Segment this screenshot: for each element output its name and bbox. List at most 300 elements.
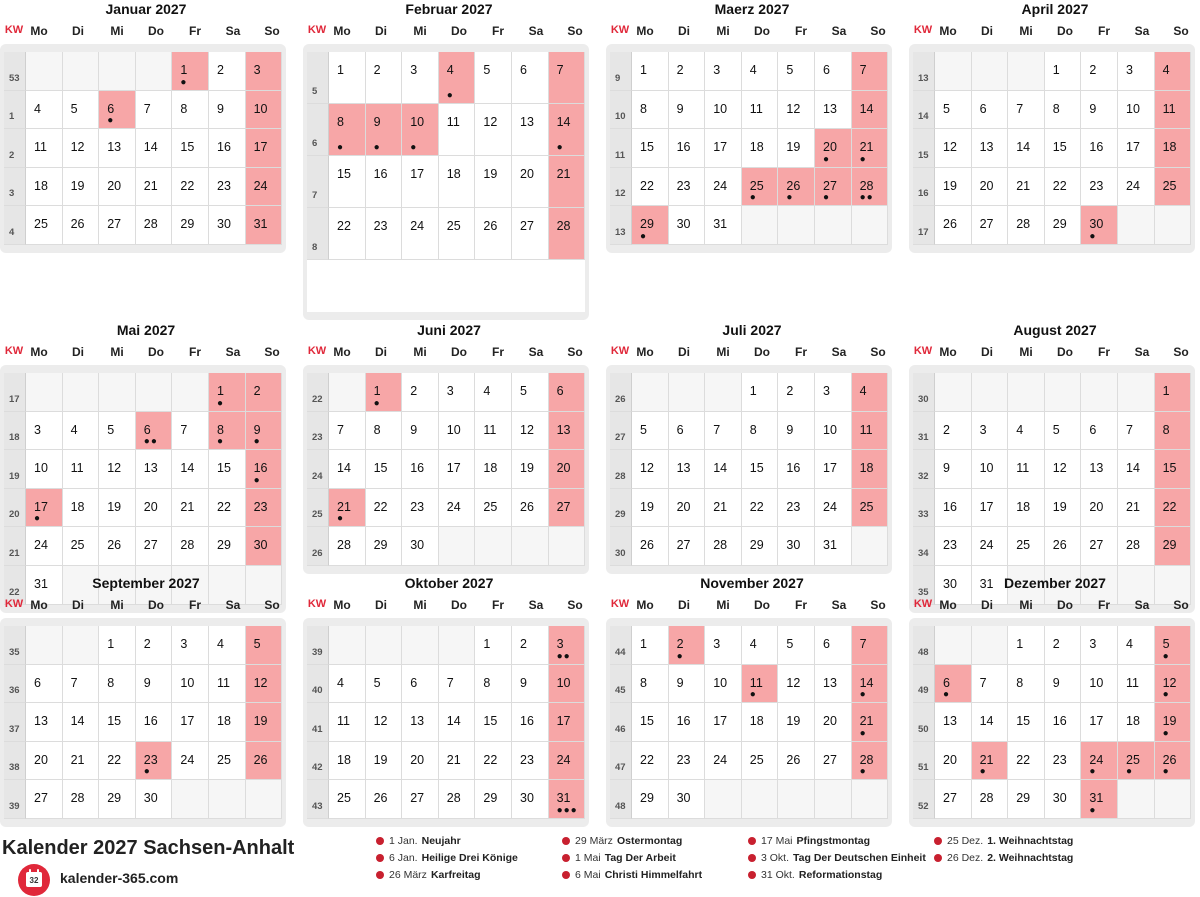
- day-cell[interactable]: [1118, 742, 1155, 781]
- day-cell[interactable]: [972, 665, 1009, 704]
- day-cell[interactable]: [1045, 52, 1082, 91]
- day-cell[interactable]: [632, 129, 669, 168]
- day-cell[interactable]: [329, 52, 366, 104]
- day-cell[interactable]: [439, 489, 476, 528]
- day-cell[interactable]: [852, 168, 889, 207]
- day-cell[interactable]: [172, 703, 209, 742]
- day-cell[interactable]: [246, 91, 283, 130]
- day-cell[interactable]: [815, 450, 852, 489]
- day-cell[interactable]: [1045, 206, 1082, 245]
- day-cell[interactable]: [1008, 780, 1045, 819]
- day-cell[interactable]: [815, 373, 852, 412]
- day-cell[interactable]: [63, 665, 100, 704]
- day-cell[interactable]: [63, 91, 100, 130]
- day-cell[interactable]: [852, 52, 889, 91]
- day-cell[interactable]: [26, 527, 63, 566]
- day-cell[interactable]: [972, 780, 1009, 819]
- day-cell[interactable]: [705, 742, 742, 781]
- day-cell[interactable]: [512, 450, 549, 489]
- day-cell[interactable]: [852, 665, 889, 704]
- day-cell[interactable]: [1081, 412, 1118, 451]
- day-cell[interactable]: [778, 168, 815, 207]
- day-cell[interactable]: [366, 52, 403, 104]
- day-cell[interactable]: [549, 450, 586, 489]
- day-cell[interactable]: [1155, 665, 1192, 704]
- day-cell[interactable]: [778, 665, 815, 704]
- day-cell[interactable]: [209, 703, 246, 742]
- day-cell[interactable]: [778, 91, 815, 130]
- day-cell[interactable]: [778, 129, 815, 168]
- day-cell[interactable]: [1081, 780, 1118, 819]
- day-cell[interactable]: [1081, 52, 1118, 91]
- day-cell[interactable]: [705, 91, 742, 130]
- day-cell[interactable]: [815, 703, 852, 742]
- day-cell[interactable]: [366, 703, 403, 742]
- day-cell[interactable]: [366, 780, 403, 819]
- day-cell[interactable]: [1045, 168, 1082, 207]
- day-cell[interactable]: [705, 665, 742, 704]
- day-cell[interactable]: [972, 91, 1009, 130]
- day-cell[interactable]: [512, 104, 549, 156]
- day-cell[interactable]: [329, 104, 366, 156]
- day-cell[interactable]: [549, 665, 586, 704]
- day-cell[interactable]: [329, 412, 366, 451]
- day-cell[interactable]: [1045, 780, 1082, 819]
- day-cell[interactable]: [1155, 91, 1192, 130]
- day-cell[interactable]: [632, 780, 669, 819]
- day-cell[interactable]: [402, 373, 439, 412]
- day-cell[interactable]: [439, 665, 476, 704]
- day-cell[interactable]: [815, 742, 852, 781]
- day-cell[interactable]: [329, 703, 366, 742]
- day-cell[interactable]: [669, 412, 706, 451]
- day-cell[interactable]: [935, 91, 972, 130]
- day-cell[interactable]: [669, 168, 706, 207]
- day-cell[interactable]: [136, 703, 173, 742]
- day-cell[interactable]: [1155, 52, 1192, 91]
- day-cell[interactable]: [778, 373, 815, 412]
- day-cell[interactable]: [852, 703, 889, 742]
- day-cell[interactable]: [475, 412, 512, 451]
- day-cell[interactable]: [742, 626, 779, 665]
- day-cell[interactable]: [852, 742, 889, 781]
- calendar-logo-icon[interactable]: 32: [18, 864, 50, 896]
- day-cell[interactable]: [742, 742, 779, 781]
- day-cell[interactable]: [209, 168, 246, 207]
- day-cell[interactable]: [512, 626, 549, 665]
- day-cell[interactable]: [852, 91, 889, 130]
- day-cell[interactable]: [439, 450, 476, 489]
- day-cell[interactable]: [778, 450, 815, 489]
- day-cell[interactable]: [705, 52, 742, 91]
- day-cell[interactable]: [136, 626, 173, 665]
- day-cell[interactable]: [99, 168, 136, 207]
- day-cell[interactable]: [852, 450, 889, 489]
- day-cell[interactable]: [1008, 412, 1045, 451]
- day-cell[interactable]: [136, 129, 173, 168]
- day-cell[interactable]: [439, 412, 476, 451]
- day-cell[interactable]: [705, 626, 742, 665]
- day-cell[interactable]: [26, 742, 63, 781]
- day-cell[interactable]: [246, 168, 283, 207]
- day-cell[interactable]: [402, 665, 439, 704]
- day-cell[interactable]: [246, 626, 283, 665]
- day-cell[interactable]: [742, 373, 779, 412]
- day-cell[interactable]: [512, 665, 549, 704]
- day-cell[interactable]: [209, 665, 246, 704]
- day-cell[interactable]: [972, 129, 1009, 168]
- day-cell[interactable]: [705, 129, 742, 168]
- day-cell[interactable]: [669, 703, 706, 742]
- day-cell[interactable]: [1155, 527, 1192, 566]
- day-cell[interactable]: [852, 129, 889, 168]
- day-cell[interactable]: [246, 703, 283, 742]
- day-cell[interactable]: [246, 373, 283, 412]
- day-cell[interactable]: [972, 168, 1009, 207]
- day-cell[interactable]: [63, 527, 100, 566]
- day-cell[interactable]: [549, 742, 586, 781]
- day-cell[interactable]: [512, 742, 549, 781]
- day-cell[interactable]: [778, 703, 815, 742]
- day-cell[interactable]: [1045, 703, 1082, 742]
- day-cell[interactable]: [669, 52, 706, 91]
- day-cell[interactable]: [402, 104, 439, 156]
- day-cell[interactable]: [329, 665, 366, 704]
- day-cell[interactable]: [972, 703, 1009, 742]
- day-cell[interactable]: [475, 665, 512, 704]
- day-cell[interactable]: [329, 450, 366, 489]
- day-cell[interactable]: [172, 129, 209, 168]
- day-cell[interactable]: [246, 450, 283, 489]
- day-cell[interactable]: [632, 742, 669, 781]
- day-cell[interactable]: [99, 527, 136, 566]
- day-cell[interactable]: [1045, 527, 1082, 566]
- day-cell[interactable]: [852, 626, 889, 665]
- day-cell[interactable]: [329, 742, 366, 781]
- day-cell[interactable]: [366, 489, 403, 528]
- day-cell[interactable]: [475, 208, 512, 260]
- day-cell[interactable]: [815, 626, 852, 665]
- day-cell[interactable]: [172, 412, 209, 451]
- day-cell[interactable]: [1008, 527, 1045, 566]
- day-cell[interactable]: [935, 129, 972, 168]
- day-cell[interactable]: [172, 489, 209, 528]
- day-cell[interactable]: [209, 450, 246, 489]
- day-cell[interactable]: [669, 780, 706, 819]
- day-cell[interactable]: [475, 450, 512, 489]
- day-cell[interactable]: [742, 527, 779, 566]
- day-cell[interactable]: [1118, 626, 1155, 665]
- day-cell[interactable]: [246, 412, 283, 451]
- day-cell[interactable]: [366, 665, 403, 704]
- day-cell[interactable]: [26, 450, 63, 489]
- day-cell[interactable]: [705, 703, 742, 742]
- day-cell[interactable]: [742, 168, 779, 207]
- day-cell[interactable]: [99, 780, 136, 819]
- day-cell[interactable]: [63, 450, 100, 489]
- day-cell[interactable]: [1045, 626, 1082, 665]
- day-cell[interactable]: [815, 412, 852, 451]
- day-cell[interactable]: [669, 129, 706, 168]
- day-cell[interactable]: [439, 156, 476, 208]
- day-cell[interactable]: [475, 52, 512, 104]
- day-cell[interactable]: [402, 156, 439, 208]
- day-cell[interactable]: [402, 703, 439, 742]
- day-cell[interactable]: [512, 156, 549, 208]
- day-cell[interactable]: [99, 206, 136, 245]
- day-cell[interactable]: [852, 412, 889, 451]
- day-cell[interactable]: [402, 412, 439, 451]
- day-cell[interactable]: [549, 156, 586, 208]
- day-cell[interactable]: [935, 742, 972, 781]
- day-cell[interactable]: [63, 742, 100, 781]
- day-cell[interactable]: [63, 206, 100, 245]
- day-cell[interactable]: [935, 780, 972, 819]
- day-cell[interactable]: [669, 527, 706, 566]
- day-cell[interactable]: [632, 703, 669, 742]
- day-cell[interactable]: [136, 780, 173, 819]
- day-cell[interactable]: [209, 527, 246, 566]
- day-cell[interactable]: [1008, 742, 1045, 781]
- day-cell[interactable]: [852, 489, 889, 528]
- day-cell[interactable]: [402, 208, 439, 260]
- day-cell[interactable]: [246, 489, 283, 528]
- day-cell[interactable]: [136, 412, 173, 451]
- day-cell[interactable]: [1081, 489, 1118, 528]
- day-cell[interactable]: [136, 489, 173, 528]
- day-cell[interactable]: [26, 129, 63, 168]
- day-cell[interactable]: [1118, 129, 1155, 168]
- day-cell[interactable]: [1118, 489, 1155, 528]
- day-cell[interactable]: [549, 780, 586, 819]
- day-cell[interactable]: [172, 91, 209, 130]
- day-cell[interactable]: [778, 412, 815, 451]
- day-cell[interactable]: [246, 742, 283, 781]
- day-cell[interactable]: [512, 703, 549, 742]
- day-cell[interactable]: [63, 129, 100, 168]
- day-cell[interactable]: [935, 527, 972, 566]
- day-cell[interactable]: [366, 156, 403, 208]
- day-cell[interactable]: [512, 780, 549, 819]
- day-cell[interactable]: [935, 206, 972, 245]
- day-cell[interactable]: [1155, 626, 1192, 665]
- day-cell[interactable]: [209, 373, 246, 412]
- day-cell[interactable]: [1045, 450, 1082, 489]
- day-cell[interactable]: [815, 129, 852, 168]
- day-cell[interactable]: [1118, 412, 1155, 451]
- day-cell[interactable]: [475, 104, 512, 156]
- day-cell[interactable]: [1118, 527, 1155, 566]
- day-cell[interactable]: [669, 450, 706, 489]
- day-cell[interactable]: [972, 412, 1009, 451]
- day-cell[interactable]: [246, 206, 283, 245]
- day-cell[interactable]: [366, 450, 403, 489]
- day-cell[interactable]: [512, 208, 549, 260]
- day-cell[interactable]: [439, 52, 476, 104]
- day-cell[interactable]: [1008, 626, 1045, 665]
- day-cell[interactable]: [99, 450, 136, 489]
- day-cell[interactable]: [172, 206, 209, 245]
- day-cell[interactable]: [935, 450, 972, 489]
- day-cell[interactable]: [1008, 703, 1045, 742]
- day-cell[interactable]: [512, 373, 549, 412]
- day-cell[interactable]: [172, 665, 209, 704]
- day-cell[interactable]: [1155, 168, 1192, 207]
- day-cell[interactable]: [512, 489, 549, 528]
- day-cell[interactable]: [366, 527, 403, 566]
- day-cell[interactable]: [26, 206, 63, 245]
- day-cell[interactable]: [742, 489, 779, 528]
- day-cell[interactable]: [778, 52, 815, 91]
- day-cell[interactable]: [632, 450, 669, 489]
- day-cell[interactable]: [1008, 168, 1045, 207]
- day-cell[interactable]: [1081, 626, 1118, 665]
- day-cell[interactable]: [475, 156, 512, 208]
- day-cell[interactable]: [209, 91, 246, 130]
- day-cell[interactable]: [63, 168, 100, 207]
- day-cell[interactable]: [705, 489, 742, 528]
- day-cell[interactable]: [475, 780, 512, 819]
- day-cell[interactable]: [1118, 450, 1155, 489]
- day-cell[interactable]: [172, 450, 209, 489]
- day-cell[interactable]: [1081, 206, 1118, 245]
- day-cell[interactable]: [99, 489, 136, 528]
- day-cell[interactable]: [815, 489, 852, 528]
- day-cell[interactable]: [1118, 91, 1155, 130]
- day-cell[interactable]: [99, 412, 136, 451]
- day-cell[interactable]: [632, 206, 669, 245]
- day-cell[interactable]: [136, 206, 173, 245]
- day-cell[interactable]: [1008, 129, 1045, 168]
- day-cell[interactable]: [778, 489, 815, 528]
- day-cell[interactable]: [632, 489, 669, 528]
- day-cell[interactable]: [632, 412, 669, 451]
- day-cell[interactable]: [246, 665, 283, 704]
- day-cell[interactable]: [99, 626, 136, 665]
- day-cell[interactable]: [136, 168, 173, 207]
- day-cell[interactable]: [99, 129, 136, 168]
- day-cell[interactable]: [705, 412, 742, 451]
- day-cell[interactable]: [209, 742, 246, 781]
- day-cell[interactable]: [549, 208, 586, 260]
- day-cell[interactable]: [972, 527, 1009, 566]
- day-cell[interactable]: [742, 412, 779, 451]
- day-cell[interactable]: [209, 52, 246, 91]
- day-cell[interactable]: [1081, 665, 1118, 704]
- day-cell[interactable]: [136, 527, 173, 566]
- day-cell[interactable]: [935, 665, 972, 704]
- day-cell[interactable]: [209, 489, 246, 528]
- day-cell[interactable]: [1045, 489, 1082, 528]
- day-cell[interactable]: [549, 104, 586, 156]
- day-cell[interactable]: [136, 450, 173, 489]
- day-cell[interactable]: [246, 129, 283, 168]
- day-cell[interactable]: [366, 742, 403, 781]
- day-cell[interactable]: [669, 742, 706, 781]
- day-cell[interactable]: [172, 52, 209, 91]
- day-cell[interactable]: [1155, 412, 1192, 451]
- day-cell[interactable]: [1155, 450, 1192, 489]
- day-cell[interactable]: [1045, 412, 1082, 451]
- day-cell[interactable]: [632, 665, 669, 704]
- day-cell[interactable]: [439, 373, 476, 412]
- day-cell[interactable]: [475, 373, 512, 412]
- day-cell[interactable]: [26, 665, 63, 704]
- day-cell[interactable]: [439, 742, 476, 781]
- day-cell[interactable]: [99, 703, 136, 742]
- day-cell[interactable]: [972, 206, 1009, 245]
- day-cell[interactable]: [63, 412, 100, 451]
- day-cell[interactable]: [26, 780, 63, 819]
- day-cell[interactable]: [172, 626, 209, 665]
- day-cell[interactable]: [1155, 742, 1192, 781]
- day-cell[interactable]: [475, 626, 512, 665]
- day-cell[interactable]: [63, 703, 100, 742]
- day-cell[interactable]: [1081, 129, 1118, 168]
- day-cell[interactable]: [63, 489, 100, 528]
- day-cell[interactable]: [815, 665, 852, 704]
- day-cell[interactable]: [26, 91, 63, 130]
- day-cell[interactable]: [705, 450, 742, 489]
- day-cell[interactable]: [778, 626, 815, 665]
- day-cell[interactable]: [705, 168, 742, 207]
- day-cell[interactable]: [669, 665, 706, 704]
- day-cell[interactable]: [972, 450, 1009, 489]
- day-cell[interactable]: [366, 208, 403, 260]
- day-cell[interactable]: [815, 527, 852, 566]
- day-cell[interactable]: [815, 52, 852, 91]
- day-cell[interactable]: [852, 373, 889, 412]
- day-cell[interactable]: [742, 129, 779, 168]
- day-cell[interactable]: [549, 626, 586, 665]
- day-cell[interactable]: [475, 489, 512, 528]
- day-cell[interactable]: [1008, 206, 1045, 245]
- day-cell[interactable]: [366, 373, 403, 412]
- day-cell[interactable]: [1118, 665, 1155, 704]
- day-cell[interactable]: [972, 489, 1009, 528]
- day-cell[interactable]: [209, 206, 246, 245]
- day-cell[interactable]: [402, 742, 439, 781]
- day-cell[interactable]: [402, 489, 439, 528]
- day-cell[interactable]: [815, 91, 852, 130]
- day-cell[interactable]: [209, 129, 246, 168]
- day-cell[interactable]: [475, 742, 512, 781]
- day-cell[interactable]: [632, 91, 669, 130]
- day-cell[interactable]: [26, 703, 63, 742]
- day-cell[interactable]: [136, 91, 173, 130]
- day-cell[interactable]: [329, 780, 366, 819]
- day-cell[interactable]: [136, 742, 173, 781]
- day-cell[interactable]: [1008, 91, 1045, 130]
- day-cell[interactable]: [26, 412, 63, 451]
- day-cell[interactable]: [1118, 703, 1155, 742]
- day-cell[interactable]: [815, 168, 852, 207]
- day-cell[interactable]: [1081, 703, 1118, 742]
- day-cell[interactable]: [549, 703, 586, 742]
- day-cell[interactable]: [1008, 489, 1045, 528]
- day-cell[interactable]: [1155, 373, 1192, 412]
- day-cell[interactable]: [512, 412, 549, 451]
- day-cell[interactable]: [1081, 450, 1118, 489]
- day-cell[interactable]: [402, 450, 439, 489]
- day-cell[interactable]: [935, 168, 972, 207]
- day-cell[interactable]: [935, 703, 972, 742]
- day-cell[interactable]: [935, 489, 972, 528]
- day-cell[interactable]: [1155, 129, 1192, 168]
- day-cell[interactable]: [632, 626, 669, 665]
- day-cell[interactable]: [172, 742, 209, 781]
- day-cell[interactable]: [705, 206, 742, 245]
